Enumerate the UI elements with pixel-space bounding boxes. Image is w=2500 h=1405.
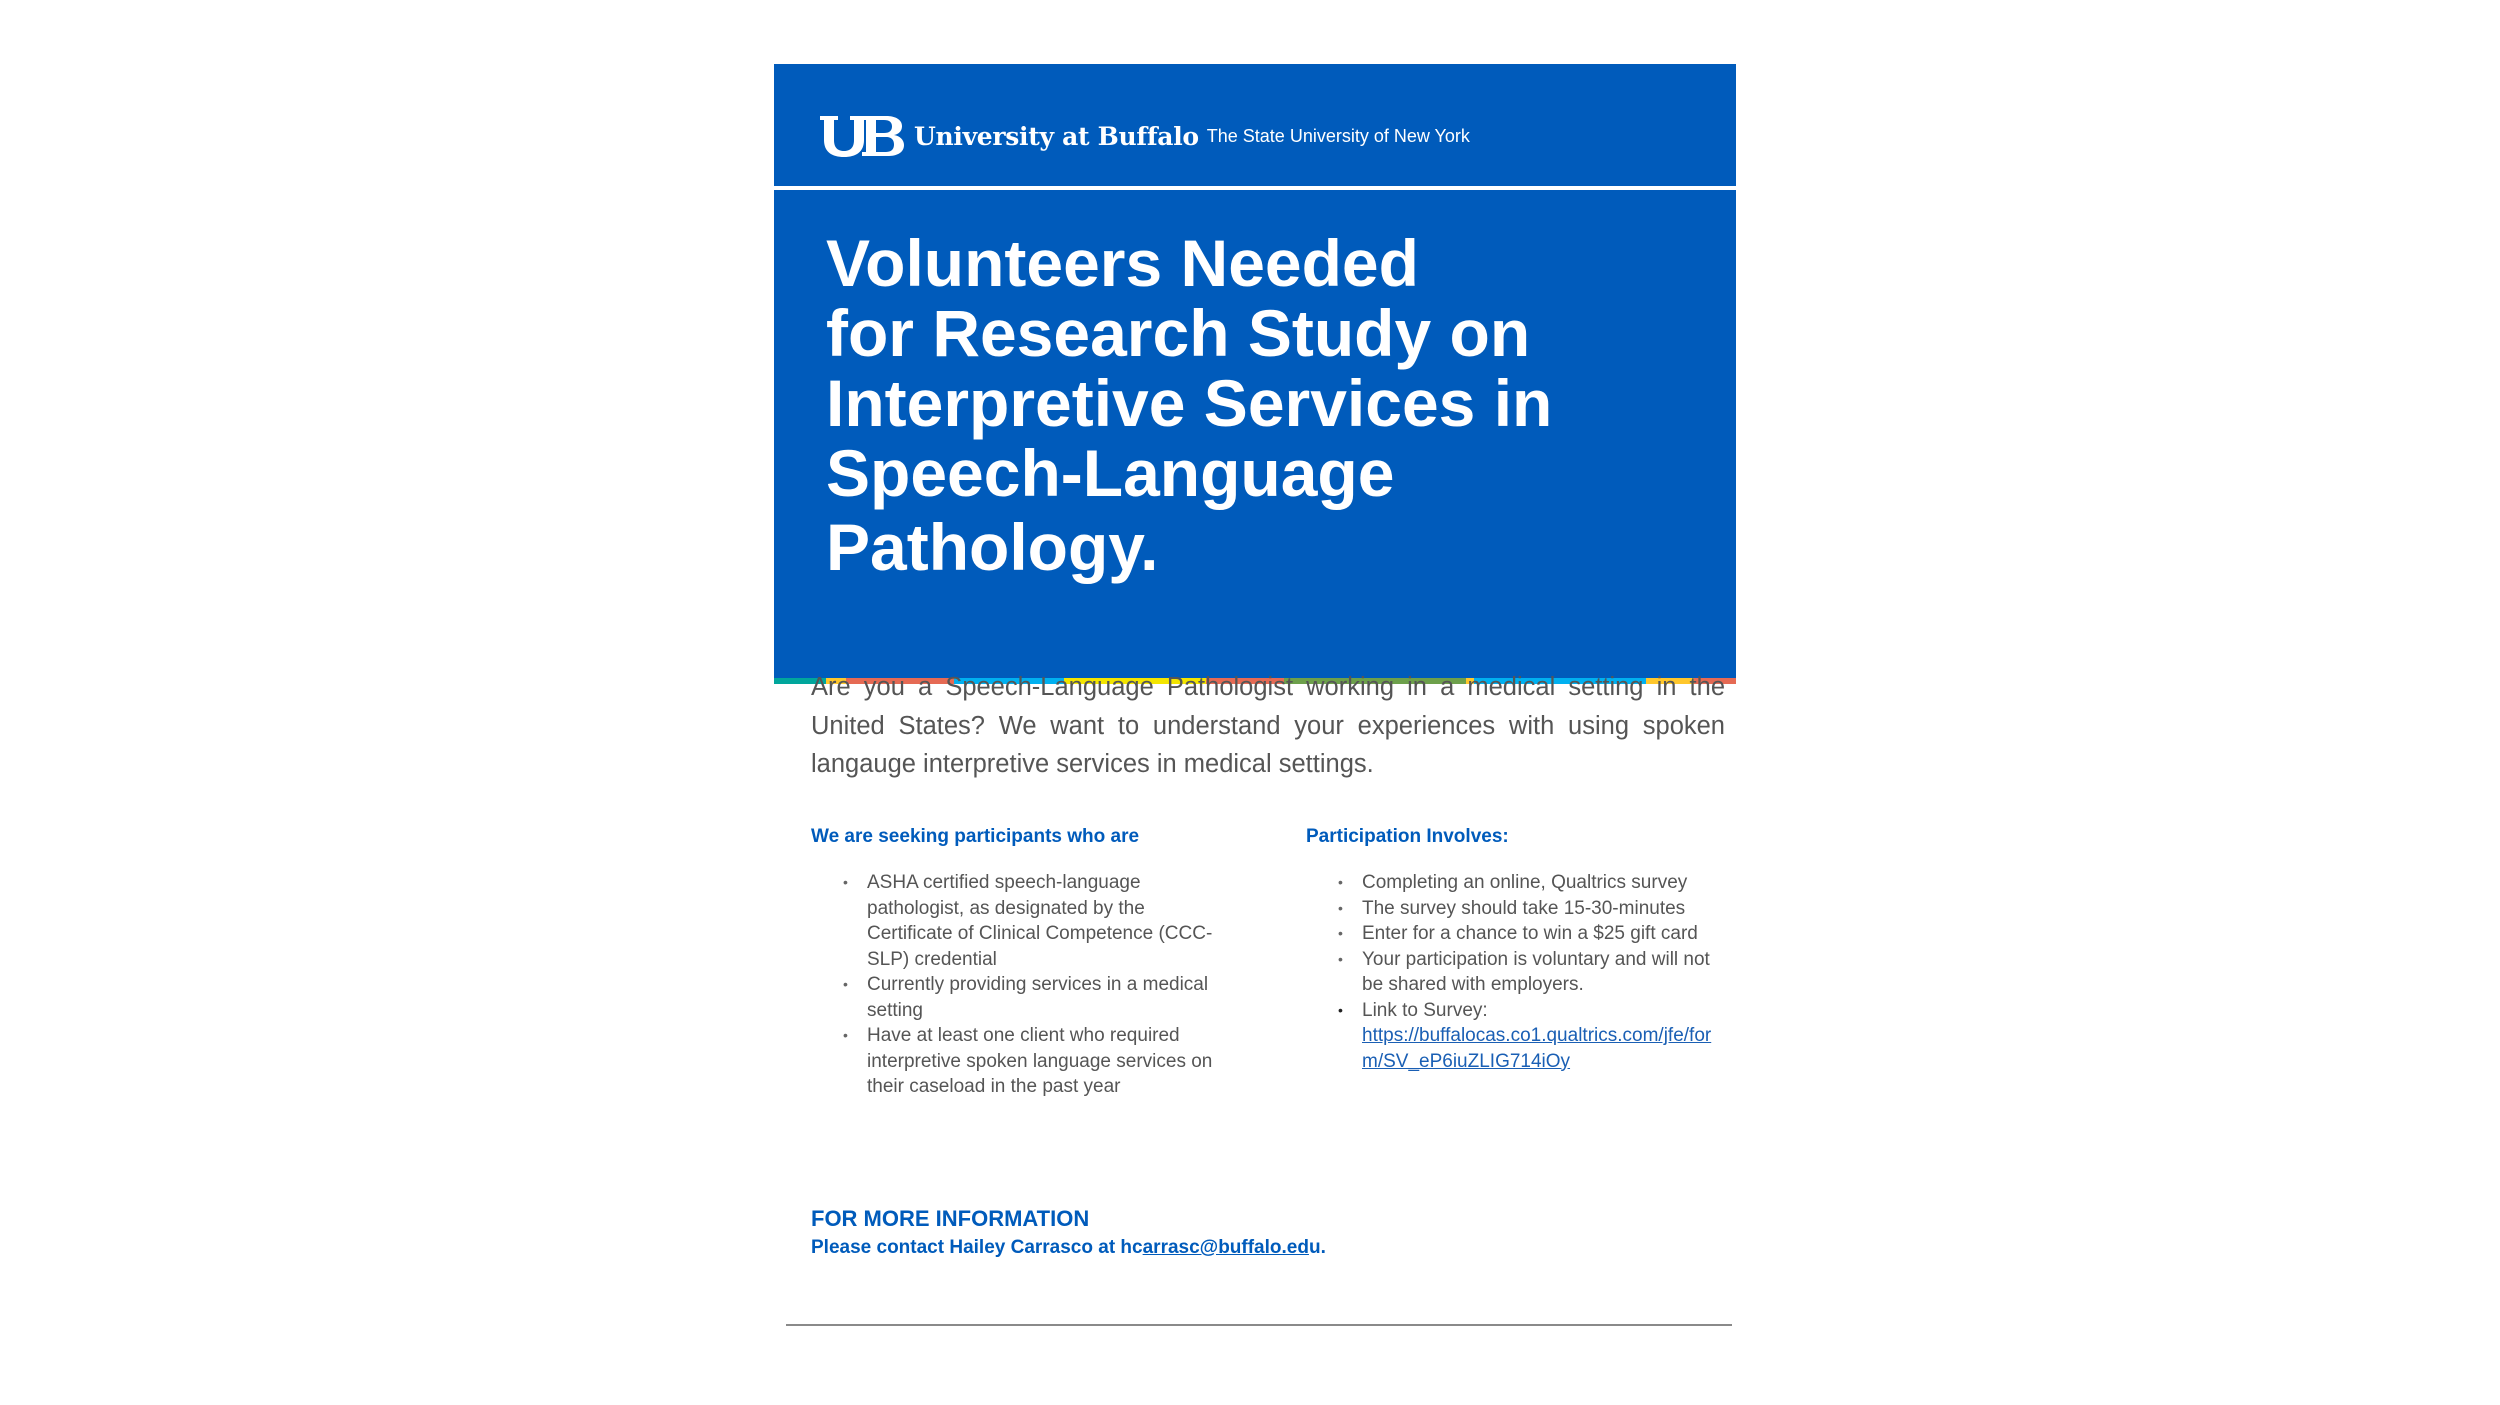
list-item-text: Currently providing services in a medical setting <box>867 974 1209 1021</box>
survey-link[interactable]: https://buffalocas.co1.qualtrics.com/jfe/form/SV_eP6iuZLIG714iOy <box>1362 1025 1712 1072</box>
bullet-icon: • <box>1338 874 1343 890</box>
page-title <box>826 228 1552 582</box>
bullet-icon: • <box>843 976 848 992</box>
bullet-icon: • <box>1338 925 1343 941</box>
eligibility-heading: We are seeking participants who are <box>811 826 1140 847</box>
survey-link-label: Link to Survey: <box>1362 999 1488 1021</box>
contact-text <box>811 1235 1326 1261</box>
contact-email-link[interactable]: arrasc@buffalo.ed <box>1142 1237 1309 1258</box>
list-item <box>1306 921 1726 947</box>
contact-section <box>811 1205 1326 1261</box>
list-item <box>811 870 1231 972</box>
university-subtitle: The State University of New York <box>1206 125 1470 146</box>
eligibility-section <box>811 826 1231 1100</box>
title-line: Volunteers Needed <box>826 226 1419 300</box>
list-item-text: Enter for a chance to win a $25 gift card <box>1362 923 1698 944</box>
bottom-divider <box>786 1324 1732 1326</box>
list-item <box>1306 896 1726 922</box>
header-bar <box>774 64 1736 186</box>
list-item <box>811 972 1231 1023</box>
contact-heading: FOR MORE INFORMATION <box>811 1206 1090 1231</box>
list-item <box>1306 870 1726 896</box>
list-item <box>1306 998 1726 1075</box>
participation-list <box>1306 870 1726 1074</box>
flyer-page <box>774 64 1736 1354</box>
list-item <box>811 1023 1231 1100</box>
participation-section <box>1306 826 1726 1074</box>
university-name: University at Buffalo <box>914 121 1199 151</box>
bullet-icon: • <box>1338 899 1343 916</box>
title-line: Interpretive Services in <box>826 366 1553 440</box>
bullet-icon: • <box>843 874 848 890</box>
list-item <box>1306 947 1726 998</box>
list-item-text: ASHA certified speech-language pathologist, as designated by the Certificate of Clinical Competence (CCC-SLP) credential <box>867 872 1213 970</box>
title-line: for Research Study on <box>826 296 1531 370</box>
bullet-icon: • <box>1338 950 1343 967</box>
title-line: Pathology. <box>826 510 1159 584</box>
ub-logo-icon <box>818 114 908 158</box>
participation-heading: Participation Involves: <box>1306 826 1509 847</box>
title-block <box>774 190 1736 678</box>
contact-prefix: Please contact Hailey Carrasco at hc <box>811 1237 1143 1258</box>
eligibility-list <box>811 870 1231 1100</box>
list-item-text: The survey should take 15-30-minutes <box>1362 897 1686 919</box>
contact-suffix: u. <box>1308 1237 1326 1258</box>
intro-paragraph: Are you a Speech-Language Pathologist working in a medical setting in the United States? We want to understand your experiences with using spoken langauge interpretive services in medical settings. <box>811 673 1725 778</box>
bullet-icon: • <box>843 1027 848 1043</box>
list-item-text: Your participation is voluntary and will not be shared with employers. <box>1362 948 1710 995</box>
list-item-text: Have at least one client who required interpretive spoken language services on their caseload in the past year <box>867 1025 1213 1097</box>
bullet-icon: • <box>1338 1001 1343 1018</box>
title-line: Speech-Language <box>826 436 1395 510</box>
university-logo[interactable] <box>818 114 1470 158</box>
list-item-text: Completing an online, Qualtrics survey <box>1362 872 1688 893</box>
